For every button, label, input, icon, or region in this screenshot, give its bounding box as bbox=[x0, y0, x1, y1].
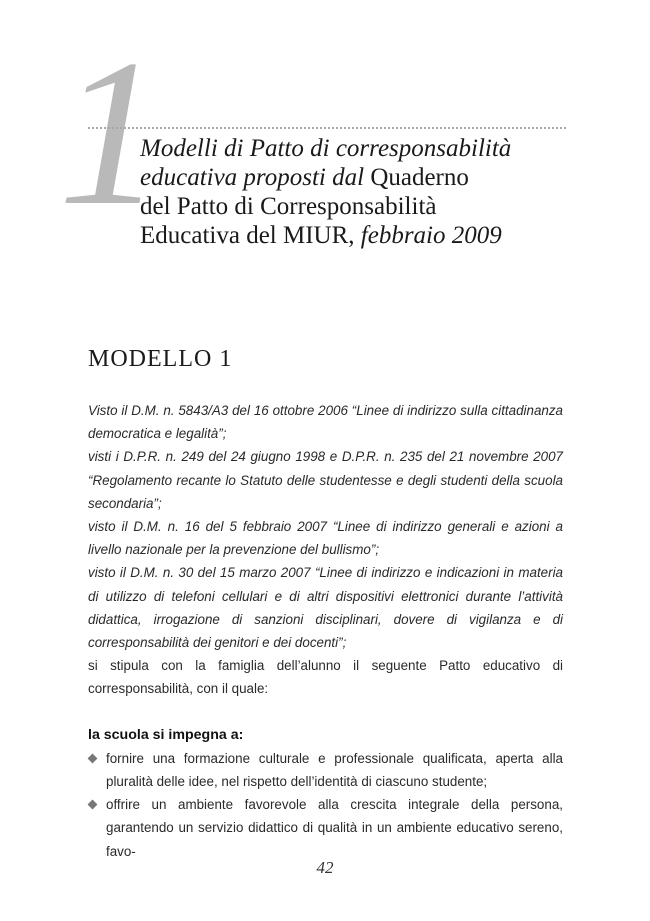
title-part: del Patto di Corresponsabilità bbox=[140, 193, 437, 220]
list-item-text: offrire un ambiente favorevole alla crescita integrale della persona, garantendo un servizio didattico di qualità in un ambiente educativo sereno, favo- bbox=[106, 797, 563, 859]
diamond-bullet-icon bbox=[88, 800, 98, 810]
premise-paragraph: visti i D.P.R. n. 249 del 24 giugno 1998 e D.P.R. n. 235 del 21 novembre 2007 “Regolamento recante lo Statuto delle studentesse e degli studenti della scuola secondaria”; bbox=[88, 449, 563, 511]
title-part: Quaderno bbox=[370, 164, 469, 191]
diamond-bullet-icon bbox=[88, 753, 98, 763]
premise-paragraph: visto il D.M. n. 30 del 15 marzo 2007 “Linee di indirizzo e indicazioni in materia di utilizzo di telefoni cellulari e di altri dispositivi elettronici durante l’attività didattica, irrogazione di sanzioni disciplinari, dovere di vigilanza e di corresponsabilità dei genitori e dei docenti”; bbox=[88, 565, 563, 651]
stipulation-paragraph: si stipula con la famiglia dell’alunno il seguente Patto educativo di corresponsabilità, con il quale: bbox=[88, 658, 563, 697]
list-item bbox=[88, 793, 563, 863]
section-heading: MODELLO 1 bbox=[88, 346, 233, 372]
commitments-heading: la scuola si impegna a: bbox=[88, 726, 244, 743]
chapter-title bbox=[140, 134, 580, 250]
list-item-text: fornire una formazione culturale e professionale qualificata, aperta alla pluralità delle idee, nel rispetto dell’identità di ciascuno studente; bbox=[106, 750, 563, 790]
title-part: educativa proposti dal bbox=[140, 164, 371, 191]
dotted-divider bbox=[88, 127, 566, 129]
title-part: Educativa del MIUR, bbox=[140, 222, 361, 249]
premise-paragraph: Visto il D.M. n. 5843/A3 del 16 ottobre 2006 “Linee di indirizzo sulla cittadinanza democratica e legalità”; bbox=[88, 403, 563, 442]
premise-paragraph: visto il D.M. n. 16 del 5 febbraio 2007 “Linee di indirizzo generali e azioni a livello nazionale per la prevenzione del bullismo”; bbox=[88, 519, 563, 558]
commitments-list bbox=[88, 747, 563, 863]
list-item bbox=[88, 747, 563, 793]
document-body bbox=[88, 399, 563, 863]
title-part: febbraio 2009 bbox=[360, 222, 502, 249]
chapter-number: 1 bbox=[58, 17, 159, 249]
page-number: 42 bbox=[316, 858, 334, 877]
title-part: Modelli di Patto di corresponsabilità bbox=[140, 135, 512, 162]
